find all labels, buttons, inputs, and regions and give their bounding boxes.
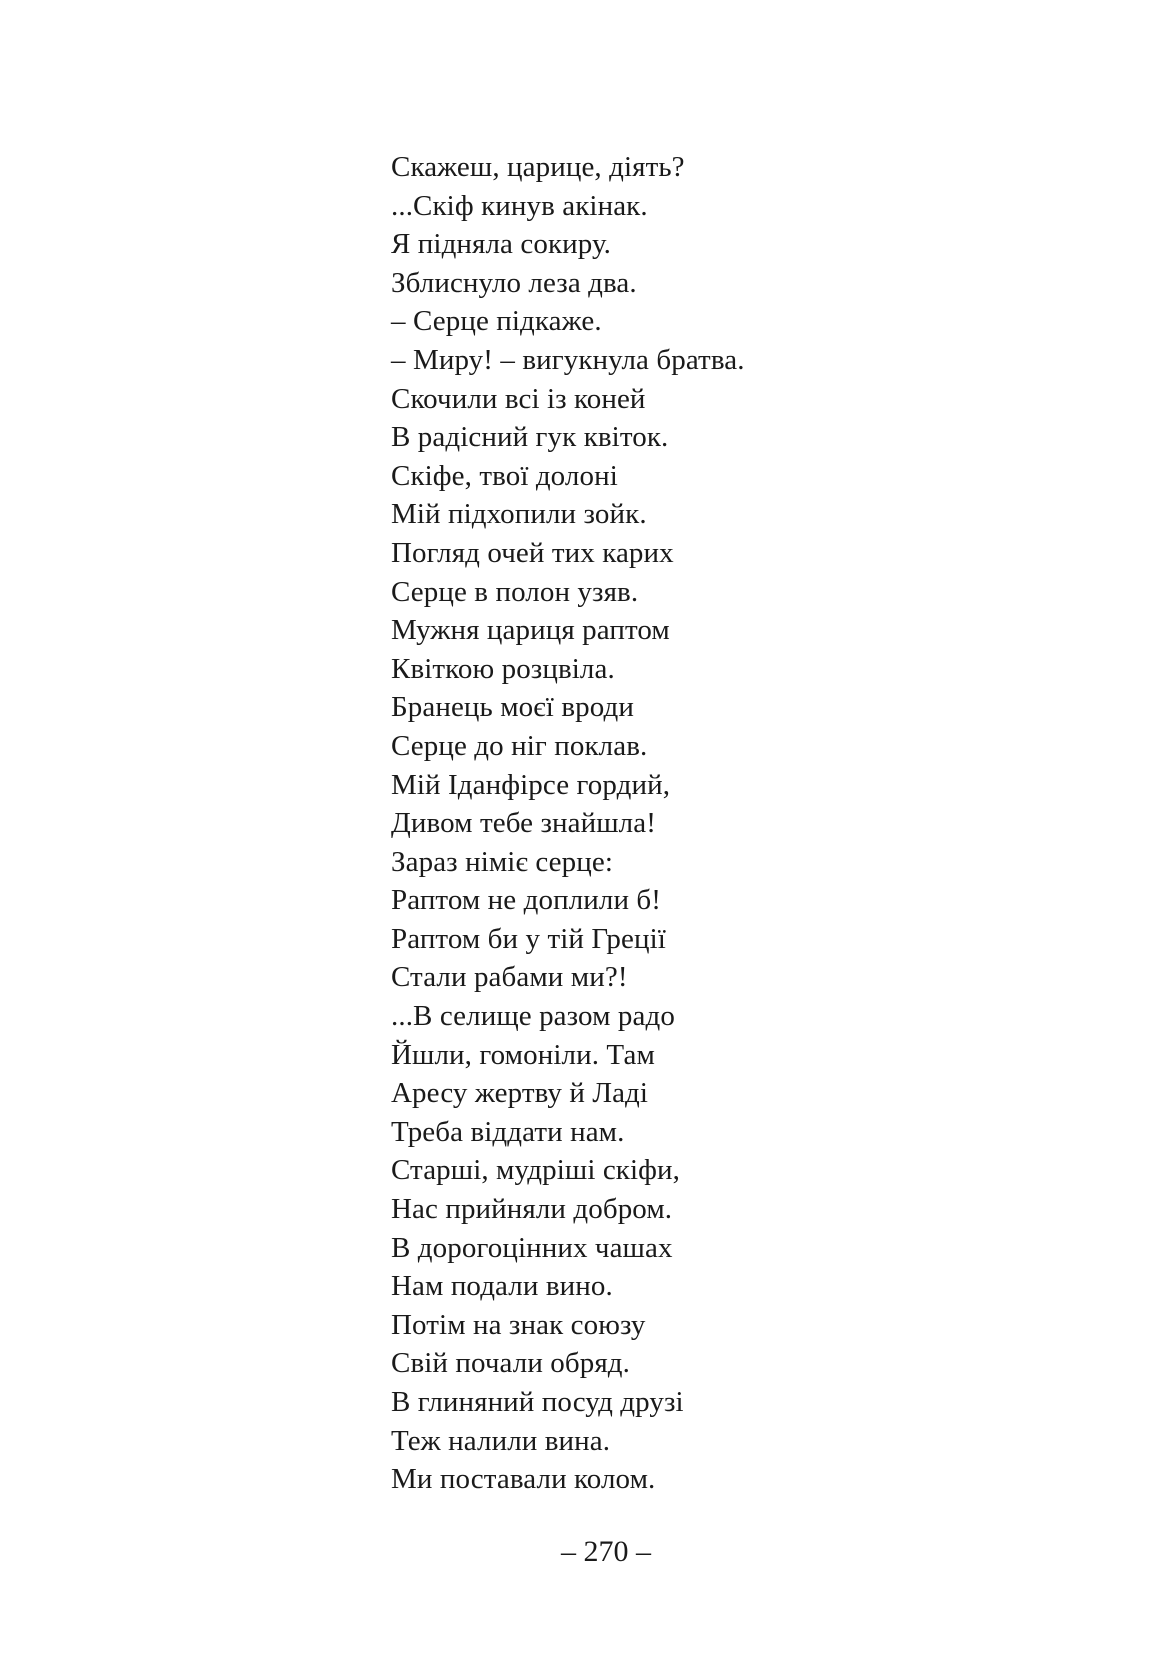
poem-line: В глиняний посуд друзі <box>391 1386 684 1418</box>
poem-line: Раптом не доплили б! <box>391 884 662 917</box>
poem-line: Теж налили вина. <box>391 1424 611 1457</box>
poem-line: Квіткою розцвіла. <box>391 652 615 685</box>
poem-line: Потім на знак союзу <box>391 1308 646 1341</box>
poem-line: – Серце підкаже. <box>391 305 602 338</box>
poem-line: Мужня цариця раптом <box>391 614 670 647</box>
page-number: – 270 – <box>561 1535 651 1568</box>
poem-line: Зблиснуло леза два. <box>391 266 637 299</box>
poem-line: Свій почали обряд. <box>391 1347 630 1380</box>
poem-line: Скіфе, твої долоні <box>391 459 618 492</box>
poem-line: Йшли, гомоніли. Там <box>391 1038 655 1071</box>
poem-line: Мій Іданфірсе гордий, <box>391 768 671 801</box>
poem-line: Скажеш, царице, діять? <box>391 151 685 183</box>
poem-line: Серце до ніг поклав. <box>391 729 648 762</box>
poem-line: Старші, мудріші скіфи, <box>391 1154 680 1187</box>
poem-line: Раптом би у тій Греції <box>391 922 666 955</box>
poem-line: Серце в полон узяв. <box>391 575 639 608</box>
poem-line: В радісний гук квіток. <box>391 421 669 454</box>
poem-line: Ми поставали колом. <box>391 1463 656 1496</box>
poem-line: – Миру! – вигукнула братва. <box>391 343 745 376</box>
poem-line: Скочили всі із коней <box>391 382 646 415</box>
poem-line: Мій підхопили зойк. <box>391 498 647 531</box>
poem-line: Аресу жертву й Ладі <box>391 1077 649 1110</box>
poem-line: ...В селище разом радо <box>391 1000 675 1033</box>
poem-line: В дорогоцінних чашах <box>391 1231 673 1264</box>
poem-line: Погляд очей тих карих <box>391 536 674 569</box>
poem-line: Нас прийняли добром. <box>391 1193 673 1226</box>
poem-line: Стали рабами ми?! <box>391 961 628 994</box>
poem-line: ...Скіф кинув акінак. <box>391 189 648 222</box>
poem-line: Нам подали вино. <box>391 1270 613 1303</box>
poem-line: Дивом тебе знайшла! <box>391 807 656 840</box>
poem-line: Бранець моєї вроди <box>391 691 634 724</box>
poem-text <box>391 148 745 1499</box>
poem-line: Я підняла сокиру. <box>391 228 612 261</box>
poem-line: Зараз німіє серце: <box>391 845 614 878</box>
poem-line: Треба віддати нам. <box>391 1115 625 1148</box>
